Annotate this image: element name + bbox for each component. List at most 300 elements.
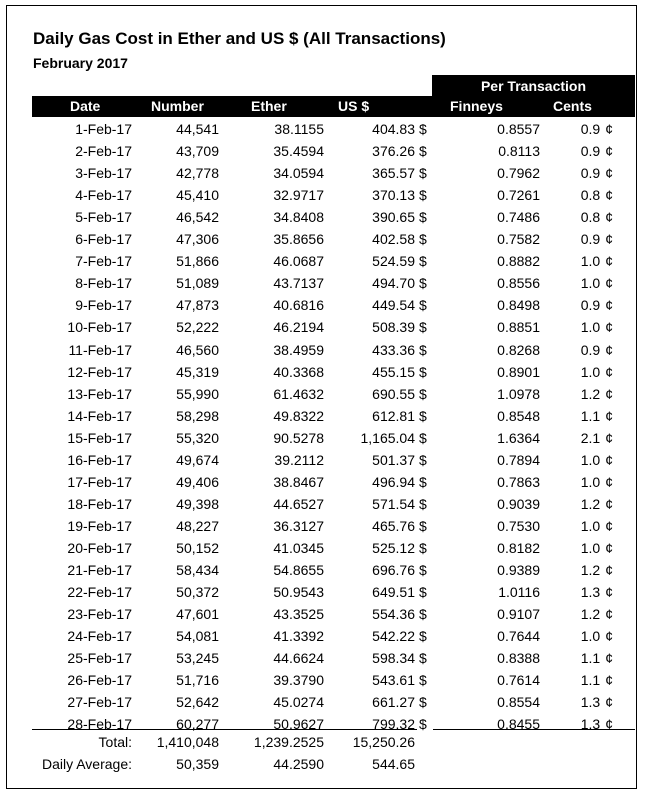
table-row [0,647,647,669]
table-row [0,184,647,206]
cell-usd: 524.59 [372,253,415,270]
cell-finneys: 0.8554 [497,694,540,711]
cell-usd-symbol: $ [419,187,427,204]
cell-usd-symbol: $ [419,319,427,336]
cell-finneys: 0.9389 [497,562,540,578]
cell-ether: 46.2194 [273,319,324,336]
cell-cent-symbol: ¢ [605,165,613,182]
cell-finneys: 1.6364 [497,429,540,446]
cell-cent-symbol: ¢ [605,407,613,424]
cell-usd-symbol: $ [419,694,427,711]
cell-ether: 41.0345 [273,539,324,556]
cell-cents [581,581,613,603]
table-row [0,669,647,691]
cell-finneys: 0.8548 [497,407,540,424]
column-header-usd: US $ [338,98,370,114]
cell-usd-symbol: $ [419,606,427,623]
cell-cents-value: 0.9 [580,165,601,182]
cell-number: 51,866 [176,253,219,270]
cell-usd-symbol: $ [419,341,427,358]
cell-usd-symbol: $ [419,275,427,292]
cell-date: 12-Feb-17 [67,363,132,380]
column-header-cents: Cents [553,98,592,114]
cell-number: 48,227 [176,517,219,534]
cell-date: 15-Feb-17 [67,429,132,446]
cell-ether: 34.8408 [273,209,324,226]
cell-cents-value: 1.1 [580,672,601,689]
cell-finneys: 0.8113 [498,143,540,160]
cell-usd: 365.57 [372,165,415,182]
average-row [0,753,647,775]
cell-number: 49,398 [176,495,219,512]
cell-usd: 525.12 [372,539,415,556]
cell-cent-symbol: ¢ [605,650,613,667]
cell-finneys: 0.8388 [497,650,540,667]
cell-cents [581,140,613,162]
table-row [0,427,647,449]
cell-date: 22-Feb-17 [67,584,132,601]
cell-number: 55,990 [176,385,219,402]
cell-finneys: 0.7863 [497,473,540,490]
cell-usd-symbol: $ [419,539,427,556]
cell-usd: 496.94 [372,473,415,490]
cell-date: 9-Feb-17 [75,297,132,314]
cell-usd: 501.37 [372,451,415,468]
cell-ether: 41.3392 [273,628,324,645]
average-usd: 544.65 [372,756,415,772]
table-row [0,118,647,140]
table-row [0,515,647,537]
total-ether: 1,239.2525 [253,734,324,750]
cell-finneys: 0.9107 [497,606,540,623]
cell-usd: 799.32 [372,716,415,733]
cell-usd: 376.26 [372,143,415,160]
column-header-finneys: Finneys [450,98,503,114]
cell-usd-symbol: $ [419,363,427,380]
cell-finneys: 0.7962 [497,165,540,182]
cell-date: 1-Feb-17 [75,121,132,137]
table-row [0,228,647,250]
cell-cents-value: 0.9 [580,231,601,248]
cell-cent-symbol: ¢ [605,121,613,137]
cell-cents [581,184,613,206]
cell-usd: 1,165.04 [360,429,415,446]
cell-cents-value: 1.0 [580,275,601,292]
cell-finneys: 0.7261 [497,187,540,204]
cell-cents [581,625,613,647]
cell-date: 23-Feb-17 [67,606,132,623]
cell-cents-value: 1.0 [580,628,601,645]
table-row [0,250,647,272]
cell-usd-symbol: $ [419,297,427,314]
cell-cents [581,272,613,294]
cell-cents [581,471,613,493]
cell-usd: 508.39 [372,319,415,336]
cell-number: 54,081 [176,628,219,645]
cell-usd: 696.76 [372,562,415,578]
cell-cent-symbol: ¢ [605,495,613,512]
cell-usd: 649.51 [372,584,415,601]
cell-ether: 38.4959 [273,341,324,358]
cell-cents-value: 1.2 [580,606,601,623]
cell-usd-symbol: $ [419,231,427,248]
table-row [0,361,647,383]
cell-cents [581,559,613,581]
table-row [0,581,647,603]
cell-ether: 43.3525 [273,606,324,623]
cell-usd-symbol: $ [419,385,427,402]
cell-ether: 61.4632 [273,385,324,402]
cell-usd: 554.36 [372,606,415,623]
cell-ether: 38.1155 [274,121,324,137]
table-row [0,339,647,361]
column-header-number: Number [151,98,204,114]
cell-cent-symbol: ¢ [605,429,613,446]
column-header-bar [32,96,635,117]
cell-cents-value: 1.3 [580,716,601,733]
total-label: Total: [98,734,132,750]
cell-cents-value: 1.0 [580,363,601,380]
cell-number: 55,320 [176,429,219,446]
cell-cent-symbol: ¢ [605,363,613,380]
cell-cent-symbol: ¢ [605,716,613,733]
cell-ether: 36.3127 [273,517,324,534]
cell-cents-value: 1.0 [580,451,601,468]
cell-finneys: 0.9039 [497,495,540,512]
cell-finneys: 1.0978 [497,385,540,402]
cell-date: 20-Feb-17 [67,539,132,556]
table-row [0,206,647,228]
cell-number: 46,542 [176,209,219,226]
cell-usd: 690.55 [372,385,415,402]
cell-number: 46,560 [176,341,219,358]
cell-number: 43,709 [176,143,219,160]
cell-cents [581,162,613,184]
table-row [0,383,647,405]
per-transaction-group-header: Per Transaction [432,75,635,96]
cell-number: 47,601 [176,606,219,623]
table-row [0,405,647,427]
cell-cent-symbol: ¢ [605,694,613,711]
cell-usd-symbol: $ [419,407,427,424]
cell-cents [581,537,613,559]
average-number: 50,359 [176,756,219,772]
cell-usd-symbol: $ [419,716,427,733]
cell-cent-symbol: ¢ [605,341,613,358]
cell-number: 52,642 [176,694,219,711]
cell-cents-value: 1.2 [580,562,601,578]
cell-finneys: 0.8498 [497,297,540,314]
cell-cents [581,361,613,383]
cell-usd-symbol: $ [419,143,427,160]
cell-cent-symbol: ¢ [605,451,613,468]
cell-date: 21-Feb-17 [67,562,132,578]
cell-date: 6-Feb-17 [75,231,132,248]
cell-finneys: 0.8882 [497,253,540,270]
cell-number: 58,434 [176,562,219,578]
cell-usd: 661.27 [372,694,415,711]
cell-usd-symbol: $ [419,517,427,534]
cell-ether: 50.9627 [273,716,324,733]
table-row [0,316,647,338]
cell-cents-value: 1.0 [580,319,601,336]
cell-usd: 370.13 [372,187,415,204]
cell-usd-symbol: $ [419,628,427,645]
table-subtitle: February 2017 [33,55,128,71]
cell-ether: 54.8655 [273,562,324,578]
cell-cents [581,228,613,250]
cell-cents-value: 2.1 [580,429,601,446]
cell-ether: 40.3368 [273,363,324,380]
cell-usd-symbol: $ [419,165,427,182]
cell-usd-symbol: $ [419,650,427,667]
total-row [0,731,647,753]
cell-ether: 46.0687 [273,253,324,270]
cell-cent-symbol: ¢ [605,231,613,248]
cell-usd: 449.54 [372,297,415,314]
cell-ether: 38.8467 [273,473,324,490]
cell-usd: 612.81 [372,407,415,424]
table-row [0,140,647,162]
cell-cents [581,603,613,625]
cell-cents [581,383,613,405]
cell-usd: 455.15 [372,363,415,380]
cell-cents-value: 1.0 [580,473,601,490]
cell-cents-value: 0.9 [580,121,601,137]
table-row [0,691,647,713]
cell-ether: 44.6624 [273,650,324,667]
cell-number: 45,319 [176,363,219,380]
average-ether: 44.2590 [273,756,324,772]
cell-usd: 571.54 [372,495,415,512]
cell-cents-value: 1.1 [580,650,601,667]
cell-date: 14-Feb-17 [67,407,132,424]
cell-finneys: 0.7582 [497,231,540,248]
cell-cents-value: 0.8 [580,187,601,204]
cell-cent-symbol: ¢ [605,539,613,556]
cell-finneys: 0.8851 [497,319,540,336]
cell-number: 45,410 [176,187,219,204]
total-rule-left [32,729,417,730]
cell-cent-symbol: ¢ [605,385,613,402]
cell-usd-symbol: $ [419,473,427,490]
table-row [0,449,647,471]
column-header-date: Date [70,98,101,114]
cell-usd: 390.65 [372,209,415,226]
cell-ether: 32.9717 [273,187,324,204]
table-row [0,625,647,647]
cell-cent-symbol: ¢ [605,187,613,204]
cell-date: 16-Feb-17 [67,451,132,468]
cell-date: 19-Feb-17 [67,517,132,534]
cell-cents [581,118,613,140]
cell-finneys: 0.7894 [497,451,540,468]
cell-cent-symbol: ¢ [605,275,613,292]
cell-ether: 44.6527 [273,495,324,512]
cell-cent-symbol: ¢ [605,606,613,623]
cell-usd: 542.22 [372,628,415,645]
cell-ether: 35.4594 [273,143,324,160]
cell-cent-symbol: ¢ [605,473,613,490]
cell-number: 44,541 [176,121,219,137]
cell-date: 7-Feb-17 [75,253,132,270]
cell-date: 8-Feb-17 [75,275,132,292]
column-header-ether: Ether [251,98,287,114]
total-number: 1,410,048 [156,734,219,750]
cell-usd-symbol: $ [419,672,427,689]
cell-number: 53,245 [176,650,219,667]
average-label: Daily Average: [41,756,132,772]
cell-cents-value: 0.8 [580,209,601,226]
cell-usd: 433.36 [372,341,415,358]
cell-cents-value: 1.0 [580,517,601,534]
cell-usd-symbol: $ [419,562,427,578]
cell-ether: 34.0594 [273,165,324,182]
cell-ether: 45.0274 [273,694,324,711]
cell-usd: 543.61 [372,672,415,689]
cell-finneys: 0.8556 [497,275,540,292]
cell-finneys: 0.7486 [497,209,540,226]
cell-cent-symbol: ¢ [605,672,613,689]
cell-finneys: 0.7530 [497,517,540,534]
cell-ether: 49.8322 [273,407,324,424]
cell-cents [581,250,613,272]
cell-cents [581,691,613,713]
cell-ether: 39.3790 [273,672,324,689]
cell-cents-value: 1.1 [580,407,601,424]
table-row [0,493,647,515]
cell-ether: 90.5278 [273,429,324,446]
cell-cents-value: 1.0 [580,253,601,270]
cell-cents [581,206,613,228]
cell-ether: 40.6816 [273,297,324,314]
cell-date: 3-Feb-17 [75,165,132,182]
cell-ether: 50.9543 [273,584,324,601]
cell-date: 2-Feb-17 [75,143,132,160]
cell-number: 58,298 [176,407,219,424]
cell-cents [581,294,613,316]
cell-number: 50,152 [176,539,219,556]
cell-cent-symbol: ¢ [605,562,613,578]
cell-date: 28-Feb-17 [67,716,132,733]
cell-cents [581,405,613,427]
table-row [0,603,647,625]
cell-cent-symbol: ¢ [605,584,613,601]
cell-date: 5-Feb-17 [75,209,132,226]
table-row [0,471,647,493]
cell-cent-symbol: ¢ [605,628,613,645]
cell-cents-value: 0.9 [580,143,601,160]
cell-ether: 39.2112 [274,451,324,468]
cell-cent-symbol: ¢ [605,143,613,160]
cell-cents-value: 0.9 [580,341,601,358]
cell-date: 24-Feb-17 [67,628,132,645]
cell-usd-symbol: $ [419,584,427,601]
cell-finneys: 0.8455 [497,716,540,733]
cell-usd: 465.76 [372,517,415,534]
cell-cent-symbol: ¢ [605,319,613,336]
cell-finneys: 1.0116 [498,584,540,601]
cell-cents-value: 1.3 [580,584,601,601]
cell-finneys: 0.8557 [497,121,540,137]
cell-usd-symbol: $ [419,495,427,512]
cell-usd-symbol: $ [419,429,427,446]
cell-date: 25-Feb-17 [67,650,132,667]
cell-usd: 494.70 [372,275,415,292]
cell-usd-symbol: $ [419,209,427,226]
cell-cents-value: 1.2 [580,495,601,512]
cell-date: 13-Feb-17 [67,385,132,402]
total-rule-right [433,729,635,730]
cell-ether: 43.7137 [273,275,324,292]
cell-ether: 35.8656 [273,231,324,248]
cell-date: 17-Feb-17 [67,473,132,490]
cell-cent-symbol: ¢ [605,517,613,534]
cell-number: 51,089 [176,275,219,292]
cell-cents [581,316,613,338]
cell-usd-symbol: $ [419,121,427,137]
cell-number: 42,778 [176,165,219,182]
cell-number: 49,406 [176,473,219,490]
cell-cents-value: 1.3 [580,694,601,711]
table-row [0,272,647,294]
cell-date: 4-Feb-17 [75,187,132,204]
cell-cents [581,427,613,449]
cell-date: 11-Feb-17 [68,341,132,358]
cell-usd: 402.58 [372,231,415,248]
cell-finneys: 0.7614 [497,672,540,689]
cell-finneys: 0.8182 [497,539,540,556]
table-row [0,294,647,316]
cell-number: 50,372 [176,584,219,601]
cell-finneys: 0.7644 [497,628,540,645]
cell-finneys: 0.8268 [497,341,540,358]
cell-cents [581,339,613,361]
cell-number: 49,674 [176,451,219,468]
cell-cents-value: 0.9 [580,297,601,314]
cell-date: 27-Feb-17 [67,694,132,711]
cell-usd: 598.34 [372,650,415,667]
cell-date: 18-Feb-17 [67,495,132,512]
cell-usd-symbol: $ [419,253,427,270]
cell-cent-symbol: ¢ [605,209,613,226]
cell-cents [581,515,613,537]
cell-cent-symbol: ¢ [605,253,613,270]
cell-finneys: 0.8901 [497,363,540,380]
cell-usd: 404.83 [372,121,415,137]
cell-cent-symbol: ¢ [605,297,613,314]
cell-cents [581,449,613,471]
cell-cents-value: 1.2 [580,385,601,402]
table-row [0,559,647,581]
cell-usd-symbol: $ [419,451,427,468]
cell-cents [581,493,613,515]
cell-number: 47,873 [176,297,219,314]
cell-cents-value: 1.0 [580,539,601,556]
cell-date: 10-Feb-17 [67,319,132,336]
total-usd: 15,250.26 [352,734,415,750]
table-row [0,537,647,559]
cell-number: 51,716 [176,672,219,689]
cell-date: 26-Feb-17 [67,672,132,689]
cell-number: 52,222 [176,319,219,336]
cell-cents [581,647,613,669]
table-row [0,162,647,184]
cell-number: 60,277 [176,716,219,733]
cell-cents [581,669,613,691]
cell-number: 47,306 [176,231,219,248]
table-title: Daily Gas Cost in Ether and US $ (All Transactions) [33,29,446,48]
